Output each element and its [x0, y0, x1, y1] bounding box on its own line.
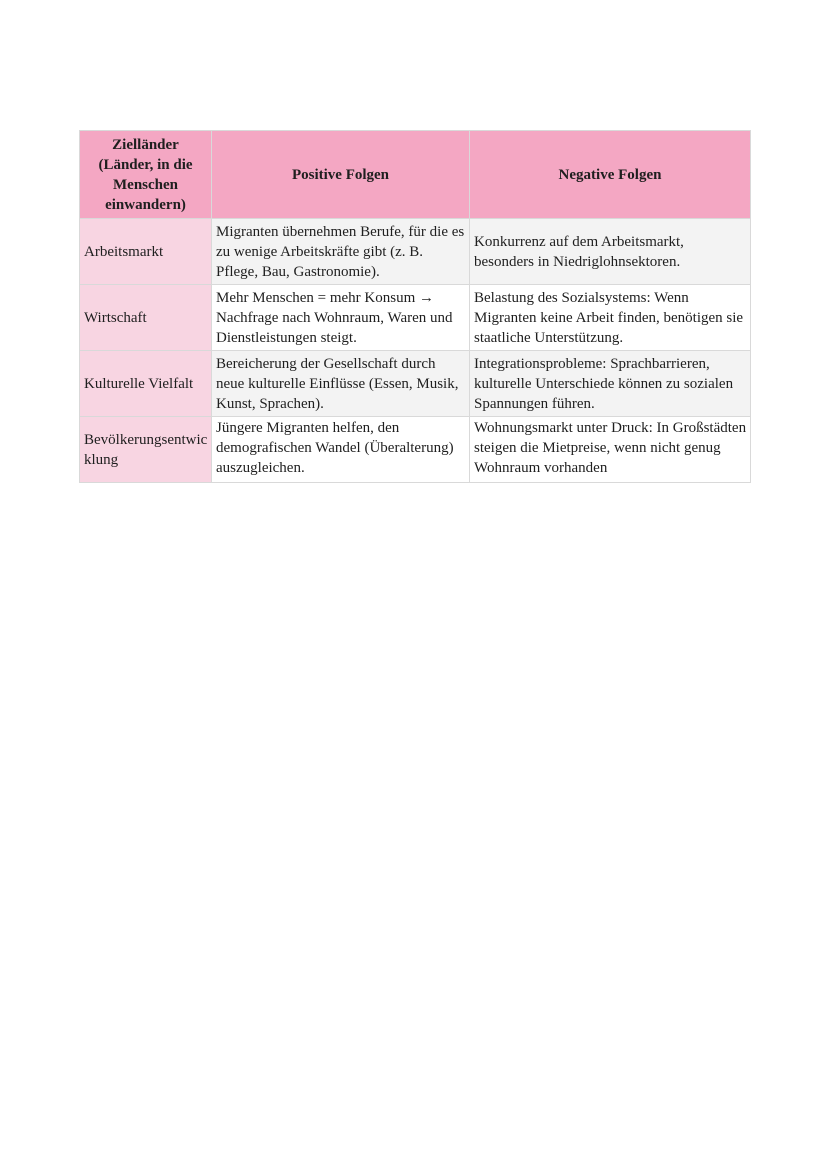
row-label-labor-market: Arbeitsmarkt — [80, 219, 212, 285]
negative-cell: Konkurrenz auf dem Arbeitsmarkt, besonders in Niedriglohnsektoren. — [470, 219, 751, 285]
positive-cell: Migranten übernehmen Berufe, für die es zu wenige Arbeitskräfte gibt (z. B. Pflege, Bau, Gastronomie). — [212, 219, 470, 285]
negative-cell: Wohnungsmarkt unter Druck: In Großstädten steigen die Mietpreise, wenn nicht genug Wohnraum vorhanden — [470, 417, 751, 483]
row-label-economy: Wirtschaft — [80, 285, 212, 351]
migration-consequences-table — [79, 130, 751, 483]
header-positive-consequences: Positive Folgen — [212, 131, 470, 219]
table-body — [80, 219, 751, 483]
header-destination-countries: Zielländer (Länder, in die Menschen einwandern) — [80, 131, 212, 219]
header-negative-consequences: Negative Folgen — [470, 131, 751, 219]
table-row — [80, 417, 751, 483]
table-header — [80, 131, 751, 219]
table-row — [80, 351, 751, 417]
negative-cell: Belastung des Sozialsystems: Wenn Migranten keine Arbeit finden, benötigen sie staatliche Unterstützung. — [470, 285, 751, 351]
table-row — [80, 219, 751, 285]
row-label-cultural-diversity: Kulturelle Vielfalt — [80, 351, 212, 417]
row-label-population-development: Bevölkerungsentwicklung — [80, 417, 212, 483]
table-row — [80, 285, 751, 351]
positive-cell: Jüngere Migranten helfen, den demografischen Wandel (Überalterung) auszugleichen. — [212, 417, 470, 483]
header-row — [80, 131, 751, 219]
positive-cell: Mehr Menschen = mehr Konsum → Nachfrage nach Wohnraum, Waren und Dienstleistungen steigt. — [212, 285, 470, 351]
negative-cell: Integrationsprobleme: Sprachbarrieren, kulturelle Unterschiede können zu sozialen Spannungen führen. — [470, 351, 751, 417]
positive-cell: Bereicherung der Gesellschaft durch neue kulturelle Einflüsse (Essen, Musik, Kunst, Sprachen). — [212, 351, 470, 417]
